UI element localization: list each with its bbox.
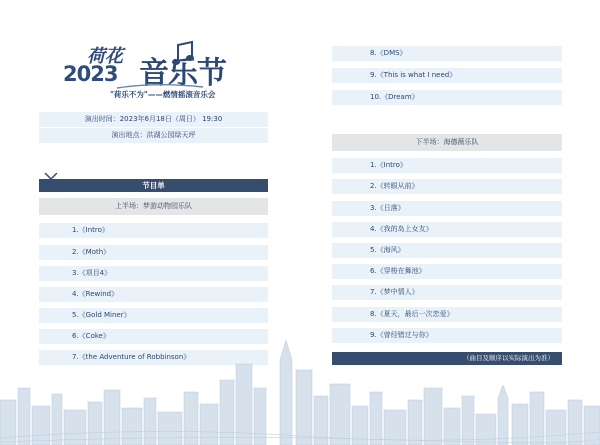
logo-tagline: "荷乐不为"——燃情摇滚音乐会 — [110, 90, 216, 99]
list-item: 10.《Dream》 — [332, 90, 562, 105]
list-item: 1.《Intro》 — [332, 158, 562, 173]
list-item: 6.《Coke》 — [39, 329, 268, 344]
event-place: 演出地点：洪湖公园绿天坪 — [39, 128, 268, 143]
list-item: 4.《我的岛上女友》 — [332, 222, 562, 237]
list-item: 1.《Intro》 — [39, 223, 268, 238]
list-item: 6.《穿梭在舞池》 — [332, 264, 562, 279]
list-item: 3.《项目4》 — [39, 266, 268, 281]
logo-year-text: 2023 — [63, 62, 118, 86]
list-item: 2.《Moth》 — [39, 245, 268, 260]
logo-lotus-text: 荷花 — [87, 46, 123, 67]
first-half-heading: 上半场：梦游动物园乐队 — [39, 198, 268, 215]
list-item: 8.《DMS》 — [332, 46, 562, 61]
list-item: 7.《梦中情人》 — [332, 285, 562, 300]
list-item: 8.《夏天，最后一次恋爱》 — [332, 307, 562, 322]
city-skyline-illustration — [0, 330, 600, 445]
event-time: 演出时间：2023年6月18日（周日） 19:30 — [39, 112, 268, 127]
program-title-bar: 节目单 — [39, 179, 268, 192]
list-item: 5.《Gold Miner》 — [39, 308, 268, 323]
list-item: 7.《the Adventure of Robbinson》 — [39, 350, 268, 365]
list-item: 9.《This is what I need》 — [332, 68, 562, 83]
program-note: （曲目及顺序以实际演出为准） — [463, 354, 554, 362]
list-item: 9.《曾经错过与你》 — [332, 328, 562, 343]
logo-music-text: 音乐节 — [139, 56, 226, 91]
list-item: 2.《转眼从前》 — [332, 179, 562, 194]
list-item: 5.《海风》 — [332, 243, 562, 258]
list-item: 3.《日落》 — [332, 201, 562, 216]
second-half-heading: 下半场：海德薇乐队 — [332, 134, 562, 151]
list-item: 4.《Rewind》 — [39, 287, 268, 302]
